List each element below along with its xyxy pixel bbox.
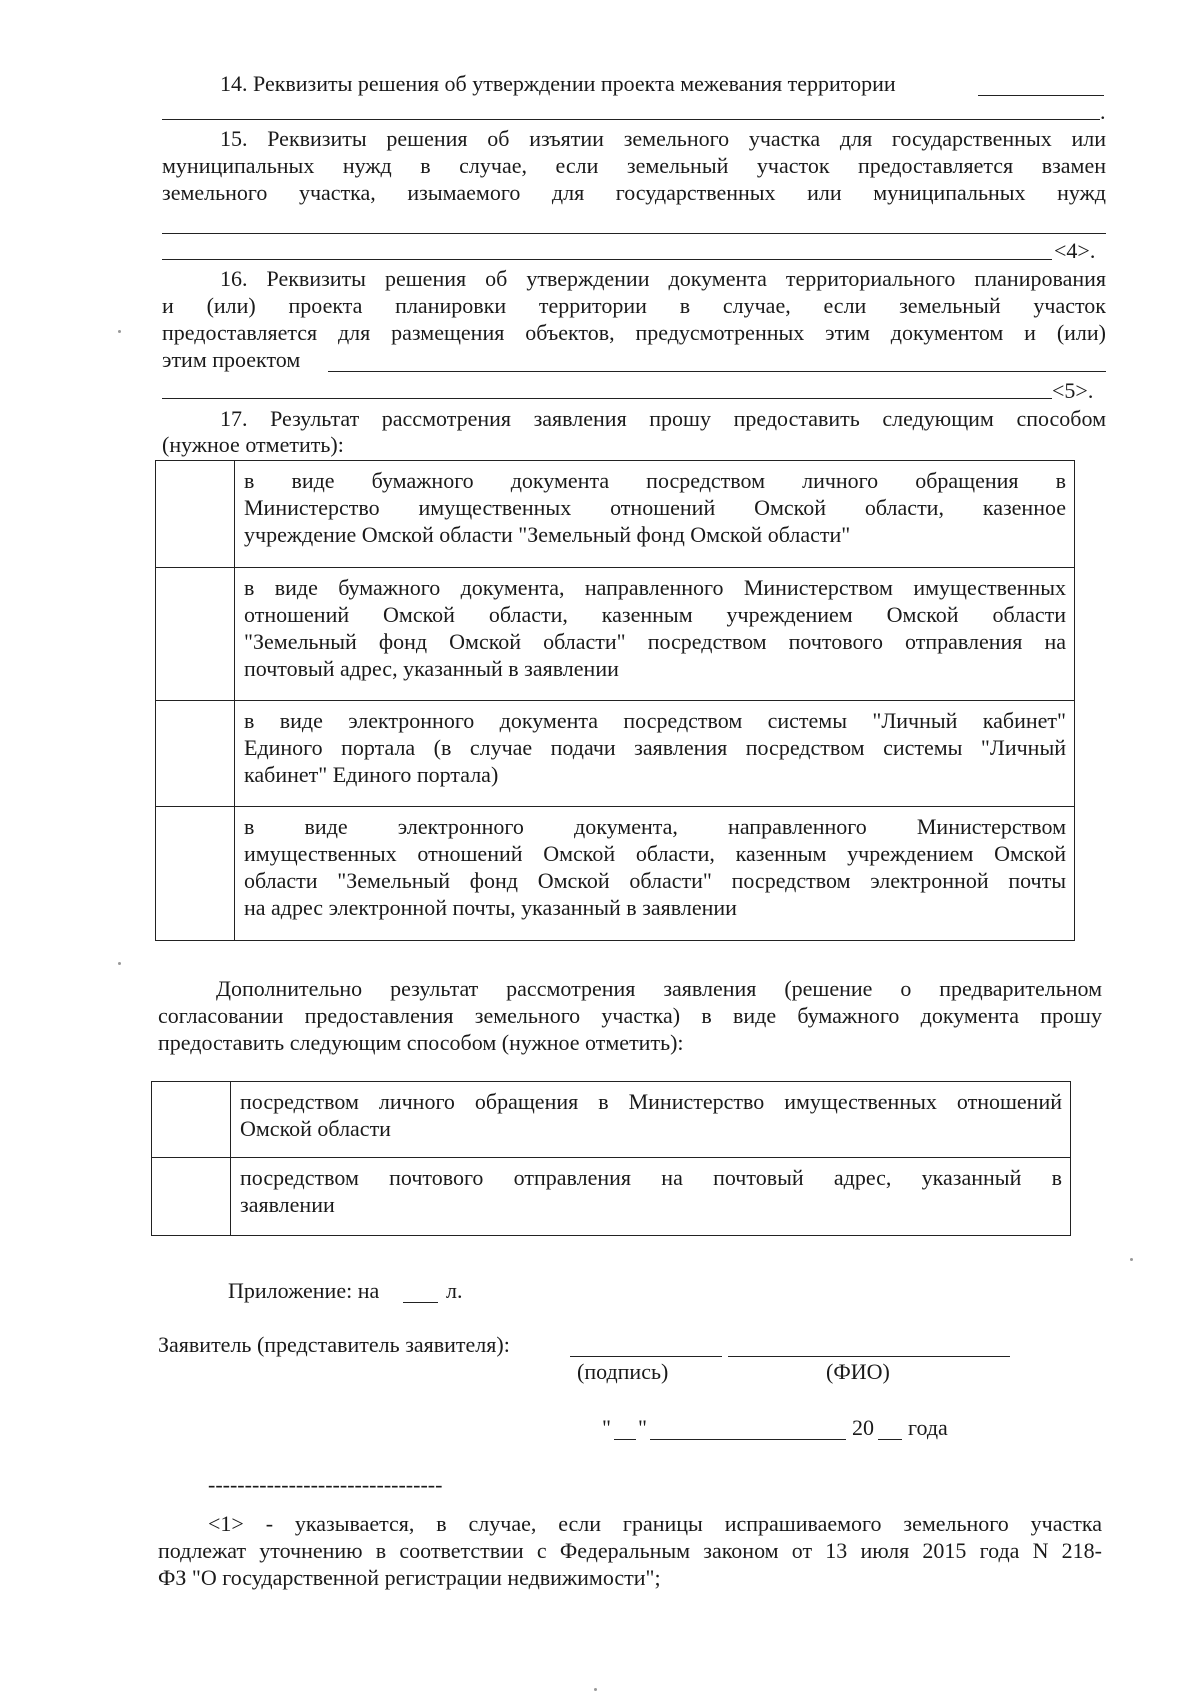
date-day-field[interactable] [614, 1439, 636, 1440]
attachment-label: Приложение: на [228, 1278, 380, 1303]
scan-speck [118, 330, 121, 333]
item-15-text: 15. Реквизиты решения об изъятии земельного участка для государственных или муниципальных нужд в случае, если земельный участок предоставляется взамен земельного участка, изымаемого для государственных или муниципальных нужд [162, 126, 1106, 205]
item-15-footnote-ref: <4>. [1054, 238, 1096, 263]
date-year-field[interactable] [878, 1439, 902, 1440]
footnote-1: <1> - указывается, в случае, если границы испрашиваемого земельного участка подлежат уточнению в соответствии с Федеральным законом от 13 июля 2015 года N 218- [158, 1511, 1102, 1563]
option-row [156, 461, 1075, 568]
date-year-suffix: года [908, 1415, 948, 1440]
item-16-last-line: этим проектом [162, 347, 301, 372]
additional-text: Дополнительно результат рассмотрения заявления (решение о предварительном согласовании предоставления земельного участка) в виде бумажного документа прошу [158, 976, 1102, 1028]
signature-caption: (подпись) [577, 1359, 669, 1384]
item-16-text: 16. Реквизиты решения об утверждении документа территориального планирования и (или) проекта планировки территории в случае, если земельный участок предоставляется для размещения объектов, предусмотренных этим документом и (или) [162, 266, 1106, 345]
option-checkbox-4[interactable] [156, 807, 235, 941]
option-checkbox-3[interactable] [156, 701, 235, 807]
paper-option-checkbox-1[interactable] [152, 1082, 231, 1158]
item-15-blank-2 [162, 259, 1052, 260]
item-16-footnote-ref: <5>. [1052, 378, 1094, 403]
attachment-pages-field[interactable] [403, 1302, 438, 1303]
option-text-4: в виде электронного документа, направленного Министерством имущественных отношений Омской области, казенным учреждением Омской области "Земельный фонд Омской области" посредством электронной почты на адрес электронной почты, указанный в заявлении [235, 807, 1075, 941]
paper-option-checkbox-2[interactable] [152, 1158, 231, 1236]
additional-text-last: предоставить следующим способом (нужное отметить): [158, 1030, 684, 1055]
item-17-hint: (нужное отметить): [162, 432, 344, 457]
item-14-text: 14. Реквизиты решения об утверждении проекта межевания территории [220, 71, 896, 96]
option-row [156, 568, 1075, 701]
option-row [152, 1082, 1071, 1158]
item-14-blank-1 [978, 95, 1104, 96]
fio-field[interactable] [728, 1356, 1010, 1357]
signature-field[interactable] [570, 1356, 722, 1357]
date-year-prefix: 20 [852, 1415, 874, 1440]
item-14-end: . [1100, 99, 1106, 124]
paper-options-table [151, 1081, 1071, 1236]
option-row [152, 1158, 1071, 1236]
scan-speck [118, 962, 121, 965]
date-month-field[interactable] [650, 1439, 846, 1440]
attachment-suffix: л. [446, 1278, 463, 1303]
delivery-options-table [155, 460, 1075, 941]
item-17-text: 17. Результат рассмотрения заявления прошу предоставить следующим способом [220, 406, 1106, 431]
option-text-1: в виде бумажного документа посредством личного обращения в Министерство имущественных отношений Омской области, казенное учреждение Омской области "Земельный фонд Омской области" [235, 461, 1075, 568]
item-14-blank-2 [162, 119, 1100, 120]
option-checkbox-1[interactable] [156, 461, 235, 568]
option-text-2: в виде бумажного документа, направленного Министерством имущественных отношений Омской области, казенным учреждением Омской области "Земельный фонд Омской области" посредством почтового отправления на почтовый адрес, указанный в заявлении [235, 568, 1075, 701]
option-text-3: в виде электронного документа посредством системы "Личный кабинет" Единого портала (в случае подачи заявления посредством системы "Личный кабинет" Единого портала) [235, 701, 1075, 807]
item-16-blank-2 [162, 398, 1052, 399]
scan-speck [594, 1688, 597, 1691]
option-checkbox-2[interactable] [156, 568, 235, 701]
fio-caption: (ФИО) [826, 1359, 890, 1384]
date-quote-open: " [602, 1415, 611, 1440]
paper-option-text-2: посредством почтового отправления на почтовый адрес, указанный в заявлении [231, 1158, 1071, 1236]
paper-option-text-1: посредством личного обращения в Министерство имущественных отношений Омской области [231, 1082, 1071, 1158]
option-row [156, 701, 1075, 807]
footnote-separator: -------------------------------- [208, 1472, 443, 1497]
scan-speck [1130, 1258, 1133, 1261]
applicant-label: Заявитель (представитель заявителя): [158, 1332, 510, 1357]
item-16-blank-1 [328, 371, 1106, 372]
item-15-blank-1 [162, 233, 1106, 234]
option-row [156, 807, 1075, 941]
footnote-1-last: ФЗ "О государственной регистрации недвижимости"; [158, 1565, 661, 1590]
date-quote-close: " [638, 1415, 647, 1440]
